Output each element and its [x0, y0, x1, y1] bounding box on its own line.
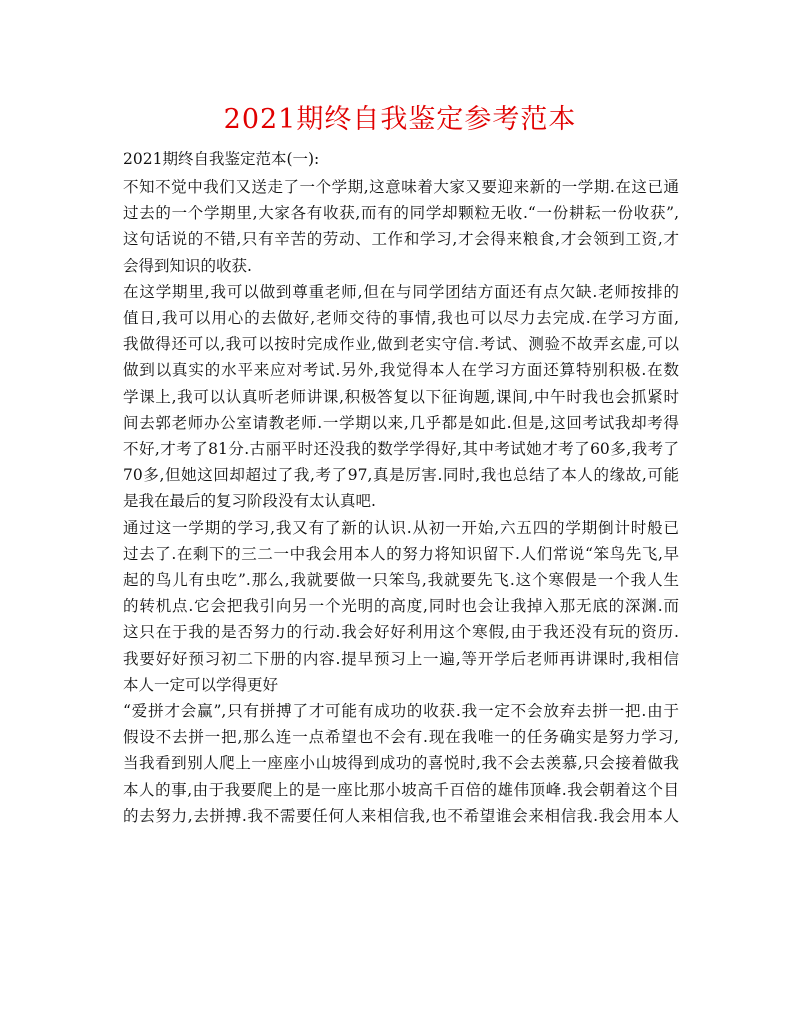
paragraph-line: 做到以真实的水平来应对考试.另外,我觉得本人在学习方面还算特别积极.在数: [123, 361, 679, 380]
paragraph-line: 通过这一学期的学习,我又有了新的认识.从初一开始,六五四的学期倒计时般已: [123, 518, 679, 537]
paragraph-line: 的转机点.它会把我引向另一个光明的高度,同时也会让我掉入那无底的深渊.而: [123, 597, 679, 616]
paragraph-line: 这只在于我的是否努力的行动.我会好好利用这个寒假,由于我还没有玩的资历.: [123, 623, 679, 642]
paragraph-line: 70多,但她这回却超过了我,考了97,真是厉害.同时,我也总结了本人的缘故,可能: [123, 466, 679, 485]
document-title: 2021期终自我鉴定参考范本: [223, 104, 577, 135]
paragraph-line: 学课上,我可以认真听老师讲课,积极答复以下征询题,课间,中午时我也会抓紧时: [123, 387, 679, 406]
paragraph-line: 的去努力,去拼搏.我不需要任何人来相信我,也不希望谁会来相信我.我会用本人: [123, 806, 679, 825]
paragraph-line: 假设不去拼一把,那么连一点希望也不会有.现在我唯一的任务确实是努力学习,: [123, 728, 679, 747]
paragraph-line: 当我看到别人爬上一座座小山坡得到成功的喜悦时,我不会去羡慕,只会接着做我: [123, 754, 679, 773]
paragraph-line: 本人的事,由于我要爬上的是一座比那小坡高千百倍的雄伟顶峰.我会朝着这个目: [123, 780, 679, 799]
paragraph: [123, 174, 679, 279]
paragraph-line: 我要好好预习初二下册的内容.提早预习上一遍,等开学后老师再讲课时,我相信: [123, 649, 679, 668]
paragraph-line: 会得到知识的收获.: [123, 256, 252, 275]
paragraph-line: 在这学期里,我可以做到尊重老师,但在与同学团结方面还有点欠缺.老师按排的: [123, 282, 679, 301]
paragraph: [123, 515, 679, 698]
paragraph-line: 是我在最后的复习阶段没有太认真吧.: [123, 492, 376, 511]
document-body: [123, 174, 679, 829]
paragraph-line: 本人一定可以学得更好: [123, 675, 279, 694]
paragraph-line: 不好,才考了81分.古丽平时还没我的数学学得好,其中考试她才考了60多,我考了: [123, 440, 679, 459]
paragraph-line: 这句话说的不错,只有辛苦的劳动、工作和学习,才会得来粮食,才会领到工资,才: [123, 230, 679, 249]
paragraph-line: 间去郭老师办公室请教老师.一学期以来,几乎都是如此.但是,这回考试我却考得: [123, 413, 679, 432]
paragraph-line: 不知不觉中我们又送走了一个学期,这意味着大家又要迎来新的一学期.在这已通: [123, 178, 679, 196]
paragraph-line: 起的鸟儿有虫吃”.那么,我就要做一只笨鸟,我就要先飞.这个寒假是一个我人生: [123, 571, 679, 590]
document-subtitle: 2021期终自我鉴定范本(一):: [123, 150, 320, 168]
paragraph-line: 我做得还可以,我可以按时完成作业,做到老实守信.考试、测验不故弄玄虚,可以: [123, 335, 679, 354]
paragraph: [123, 279, 679, 515]
paragraph-line: 值日,我可以用心的去做好,老师交待的事情,我也可以尽力去完成.在学习方面,: [123, 309, 679, 328]
paragraph-line: 过去的一个学期里,大家各有收获,而有的同学却颗粒无收.“一份耕耘一份收获”,: [123, 204, 679, 223]
paragraph: [123, 698, 679, 829]
paragraph-line: 过去了.在剩下的三二一中我会用本人的努力将知识留下.人们常说“笨鸟先飞,早: [123, 544, 679, 563]
paragraph-line: “爱拼才会赢”,只有拼搏了才可能有成功的收获.我一定不会放弃去拼一把.由于: [123, 702, 679, 721]
